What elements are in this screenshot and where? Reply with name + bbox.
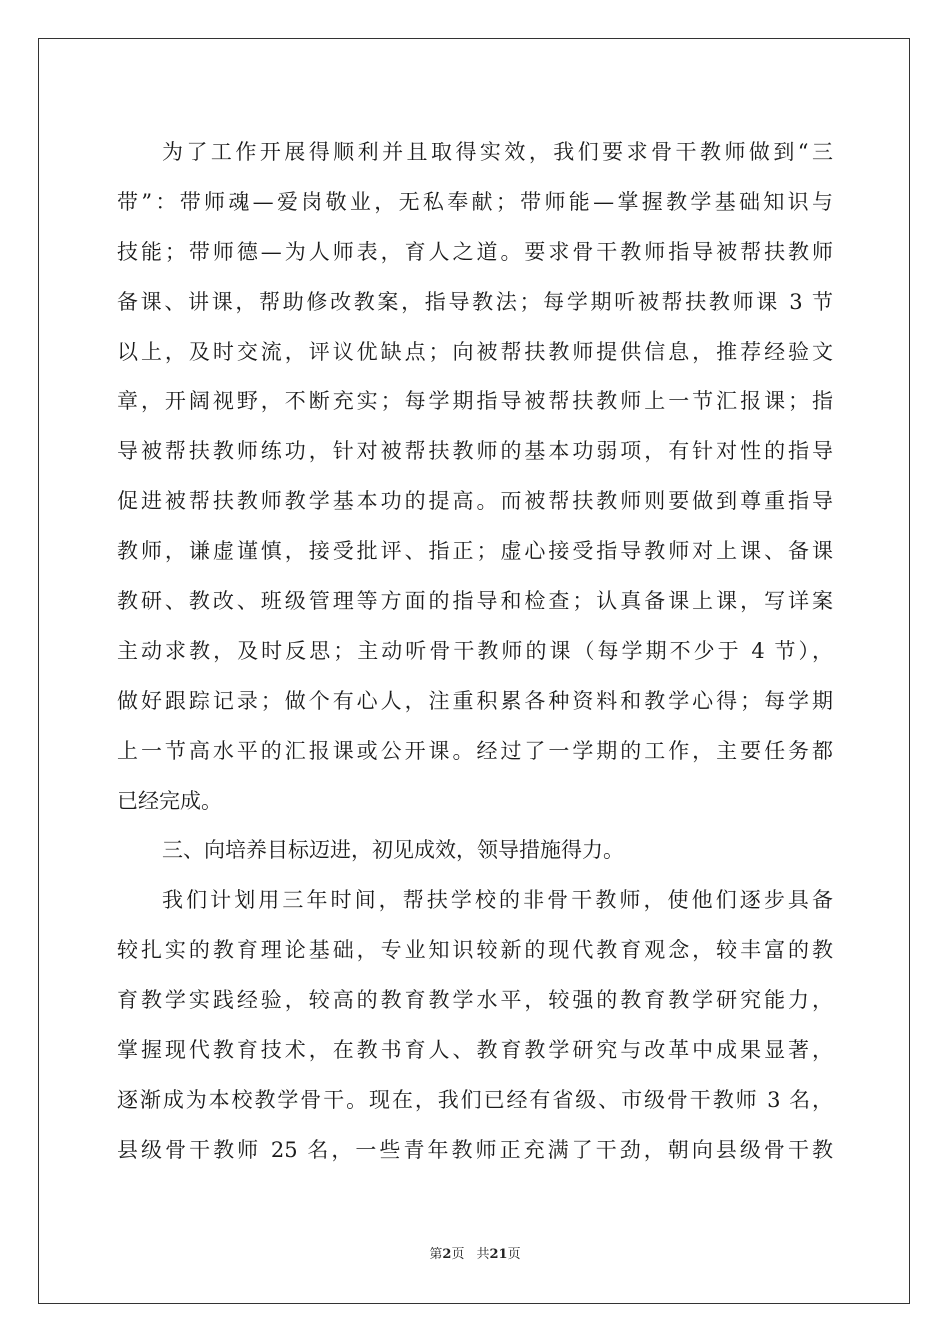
- text-line: 教师，谦虚谨慎，接受批评、指正；虚心接受指导教师对上课、备课: [117, 539, 833, 564]
- footer-total-pages: 21: [489, 1247, 508, 1262]
- text-line: 以上，及时交流，评议优缺点；向被帮扶教师提供信息，推荐经验文: [117, 339, 833, 364]
- text-line: 掌握现代教育技术，在教书育人、教育教学研究与改革中成果显著，: [117, 1038, 833, 1063]
- text-line: 带”：带师魂—爱岗敬业，无私奉献；带师能—掌握教学基础知识与: [117, 189, 833, 214]
- text-line: 育教学实践经验，较高的教育教学水平，较强的教育教学研究能力，: [117, 988, 833, 1013]
- text-line: 促进被帮扶教师教学基本功的提高。而被帮扶教师则要做到尊重指导: [117, 489, 833, 514]
- text-line: 章，开阔视野，不断充实；每学期指导被帮扶教师上一节汇报课；指: [117, 389, 833, 414]
- text-line: 备课、讲课，帮助修改教案，指导教法；每学期听被帮扶教师课 3 节: [117, 289, 833, 314]
- footer-total-suffix: 页: [507, 1247, 521, 1262]
- text-line: 教研、教改、班级管理等方面的指导和检查；认真备课上课，写详案: [117, 589, 833, 614]
- text-line: 为了工作开展得顺利并且取得实效，我们要求骨干教师做到“三: [162, 140, 833, 164]
- text-line: 逐渐成为本校教学骨干。现在，我们已经有省级、市级骨干教师 3 名，: [117, 1087, 833, 1112]
- text-line: 已经完成。: [117, 788, 222, 813]
- footer-total-prefix: 共: [476, 1247, 490, 1262]
- footer-page-number: 2: [442, 1247, 452, 1262]
- page-footer: [0, 1246, 950, 1264]
- text-line: 做好跟踪记录；做个有心人，注重积累各种资料和教学心得；每学期: [117, 688, 833, 713]
- text-line: 技能；带师德—为人师表，育人之道。要求骨干教师指导被帮扶教师: [117, 239, 833, 264]
- document-body: [117, 128, 833, 1176]
- footer-page-prefix: 第: [429, 1247, 443, 1262]
- text-line: 较扎实的教育理论基础，专业知识较新的现代教育观念，较丰富的教: [117, 938, 833, 963]
- footer-page-suffix: 页: [451, 1247, 465, 1262]
- text-line: 县级骨干教师 25 名，一些青年教师正充满了干劲，朝向县级骨干教: [117, 1137, 833, 1162]
- text-line: 我们计划用三年时间，帮扶学校的非骨干教师，使他们逐步具备: [162, 888, 833, 913]
- section-heading: 三、向培养目标迈进，初见成效，领导措施得力。: [162, 838, 624, 863]
- text-line: 主动求教，及时反思；主动听骨干教师的课（每学期不少于 4 节），: [117, 638, 833, 663]
- text-line: 上一节高水平的汇报课或公开课。经过了一学期的工作，主要任务都: [117, 738, 833, 763]
- text-line: 导被帮扶教师练功，针对被帮扶教师的基本功弱项，有针对性的指导: [117, 439, 833, 464]
